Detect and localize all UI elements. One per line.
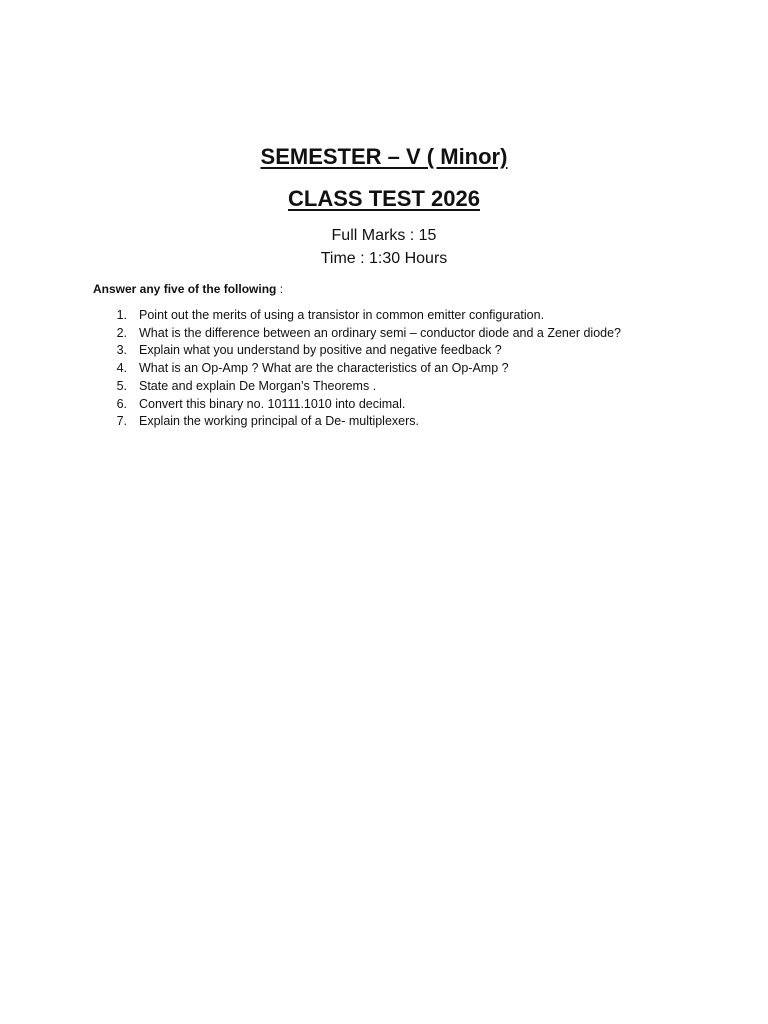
full-marks: Full Marks : 15 bbox=[331, 227, 437, 244]
question-text: Convert this binary no. 10111.1010 into decimal. bbox=[139, 396, 406, 411]
question-number: 6. bbox=[116, 396, 127, 411]
question-text: Explain what you understand by positive and negative feedback ? bbox=[139, 343, 502, 358]
question-text: Point out the merits of using a transistor in common emitter configuration. bbox=[139, 308, 545, 322]
question-text: What is an Op-Amp ? What are the characteristics of an Op-Amp ? bbox=[139, 361, 509, 376]
question-item bbox=[93, 325, 713, 343]
question-text: What is the difference between an ordinary semi – conductor diode and a Zener diode? bbox=[139, 325, 622, 340]
question-item bbox=[93, 342, 713, 360]
instruction-text: Answer any five of the following bbox=[93, 282, 277, 296]
question-item bbox=[93, 413, 713, 431]
question-number: 1. bbox=[116, 308, 127, 322]
instruction-line bbox=[93, 281, 283, 297]
instruction-colon: : bbox=[276, 282, 284, 296]
question-text: State and explain De Morgan’s Theorems . bbox=[139, 378, 377, 393]
question-item bbox=[93, 360, 713, 378]
question-item bbox=[93, 396, 713, 414]
question-item bbox=[93, 307, 713, 325]
question-list bbox=[93, 307, 713, 431]
class-test-title: CLASS TEST 2026 bbox=[288, 186, 480, 211]
question-number: 3. bbox=[116, 343, 127, 358]
question-text: Explain the working principal of a De- multiplexers. bbox=[139, 414, 419, 429]
time-allowed: Time : 1:30 Hours bbox=[320, 250, 448, 267]
question-number: 5. bbox=[116, 378, 127, 393]
question-number: 2. bbox=[116, 325, 127, 340]
semester-title: SEMESTER – V ( Minor) bbox=[260, 144, 508, 169]
question-number: 7. bbox=[116, 414, 127, 429]
question-item bbox=[93, 378, 713, 396]
question-number: 4. bbox=[116, 361, 127, 376]
